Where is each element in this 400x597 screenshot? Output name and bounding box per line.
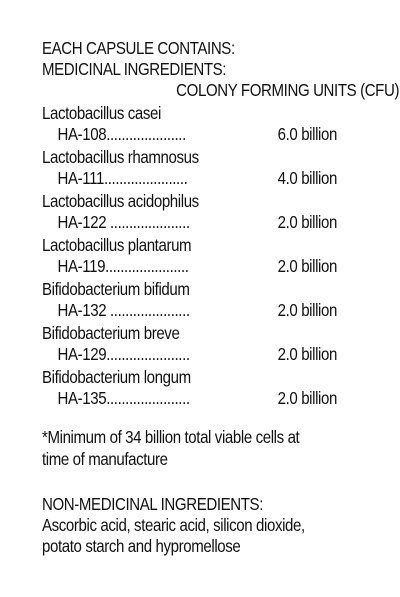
- strain-row: [42, 124, 337, 145]
- strain-entry: [42, 323, 337, 365]
- non-medicinal-list-line-1: Ascorbic acid, stearic acid, silicon dioxide,: [42, 514, 305, 535]
- leader-dots: .....................: [106, 300, 190, 321]
- strain-entry: [42, 103, 337, 145]
- strain-code: HA-108: [57, 124, 107, 145]
- non-medicinal-list-line-2: potato starch and hypromellose: [42, 536, 241, 557]
- medicinal-ingredients-heading: MEDICINAL INGREDIENTS:: [42, 59, 227, 80]
- strain-entry: [42, 366, 337, 409]
- strain-amount: 2.0 billion: [277, 256, 337, 277]
- strain-entry: [42, 235, 337, 277]
- strain-amount: 6.0 billion: [277, 124, 337, 145]
- spacer: [42, 470, 334, 494]
- leader-dots: ......................: [105, 256, 189, 277]
- leader-dots: .....................: [106, 212, 190, 233]
- strain-name: Bifidobacterium bifidum: [42, 279, 190, 300]
- capsule-contains-heading: EACH CAPSULE CONTAINS:: [42, 38, 235, 58]
- strain-amount: 2.0 billion: [277, 388, 337, 409]
- non-medicinal-heading: NON-MEDICINAL INGREDIENTS:: [42, 493, 264, 514]
- strain-name: Lactobacillus casei: [42, 103, 161, 124]
- leader-dots: ......................: [103, 168, 188, 189]
- strain-row: [42, 300, 337, 321]
- strain-entry: [42, 279, 337, 321]
- cfu-column-heading: COLONY FORMING UNITS (CFU): [176, 80, 400, 101]
- strain-row: [42, 256, 337, 277]
- strain-code: HA-135: [57, 388, 107, 409]
- strain-entry: [42, 147, 337, 189]
- leader-dots: ......................: [106, 344, 190, 365]
- strain-code: HA-111: [57, 168, 104, 189]
- leader-dots: ......................: [106, 388, 190, 409]
- strain-name: Bifidobacterium longum: [42, 366, 191, 387]
- footnote-line-2: time of manufacture: [42, 448, 168, 469]
- footnote-line-1: *Minimum of 34 billion total viable cells at: [42, 427, 300, 448]
- strain-amount: 2.0 billion: [277, 212, 337, 233]
- strain-row: [42, 168, 337, 189]
- strain-amount: 2.0 billion: [277, 344, 337, 365]
- strain-list: [42, 103, 337, 409]
- strain-code: HA-119: [57, 256, 106, 277]
- strain-amount: 2.0 billion: [277, 300, 337, 321]
- strain-name: Bifidobacterium breve: [42, 323, 180, 343]
- strain-row: [42, 344, 337, 365]
- strain-name: Lactobacillus plantarum: [42, 235, 192, 256]
- strain-code: HA-129: [57, 344, 107, 365]
- strain-amount: 4.0 billion: [277, 168, 337, 189]
- strain-name: Lactobacillus rhamnosus: [42, 147, 199, 168]
- leader-dots: .....................: [106, 124, 186, 145]
- supplement-label: [42, 38, 400, 557]
- strain-code: HA-132: [57, 300, 107, 321]
- strain-row: [42, 212, 337, 233]
- strain-row: [42, 388, 337, 409]
- spacer: [42, 409, 334, 427]
- strain-name: Lactobacillus acidophilus: [42, 191, 199, 212]
- strain-entry: [42, 191, 337, 233]
- strain-code: HA-122: [57, 212, 107, 233]
